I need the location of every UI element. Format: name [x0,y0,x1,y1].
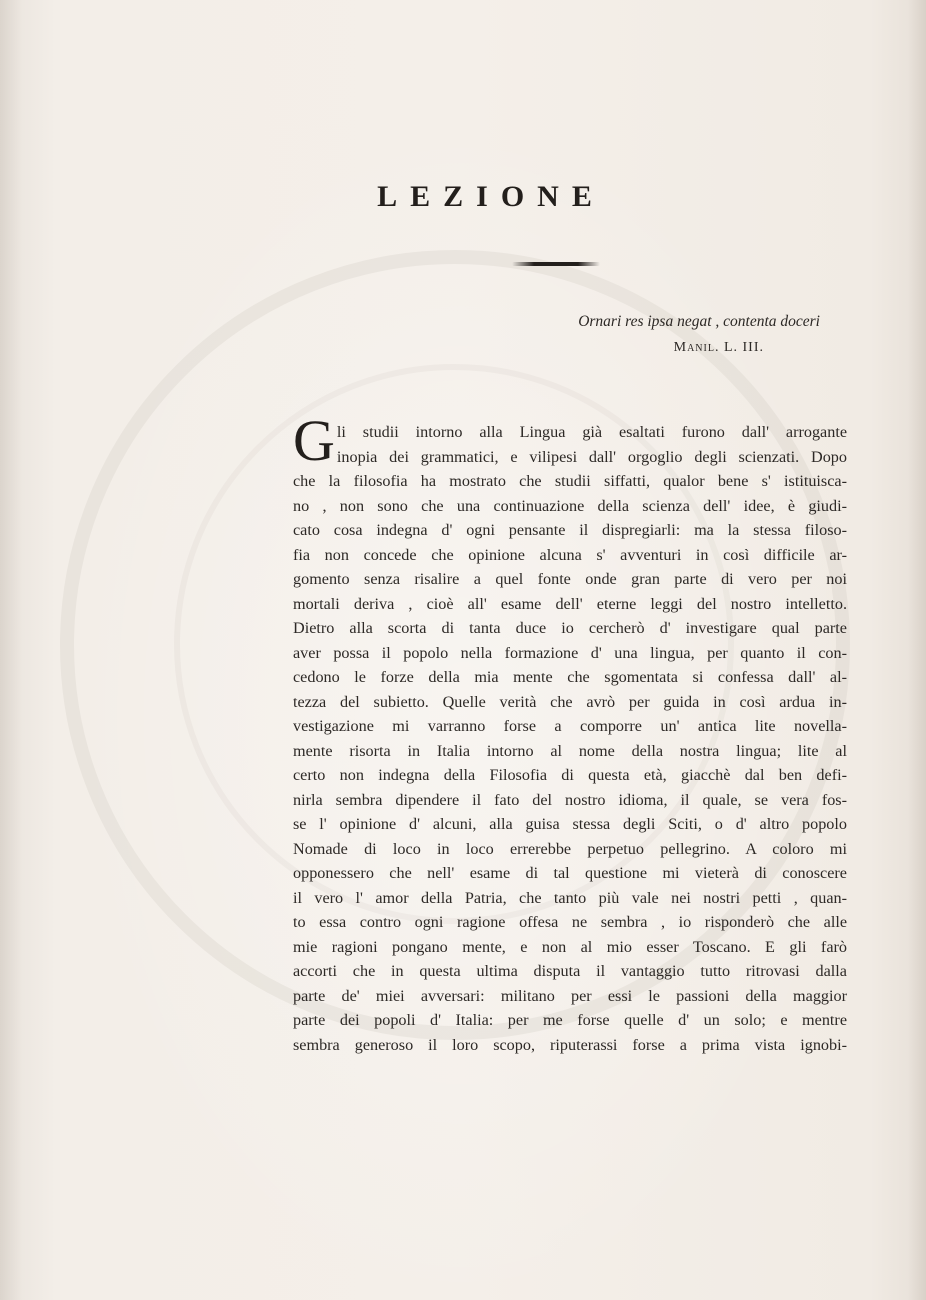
body-paragraph [293,408,847,1057]
text-line: mortali deriva , cioè all' esame dell' eterne leggi del nostro intelletto. [293,594,847,613]
epigraph-quote: Ornari res ipsa negat , contenta doceri [578,313,820,330]
text-line: cato cosa indegna d' ogni pensante il dispregiarli: ma la stessa filoso- [293,521,847,539]
text-line: cedono le forze della mia mente che sgomentata si confessa dall' al- [293,668,847,686]
text-line: Dietro alla scorta di tanta duce io cercherò d' investigare qual parte [293,619,847,637]
drop-cap-initial: G [293,408,335,473]
text-line: vestigazione mi varranno forse a comporre un' antica lite novella- [293,717,847,735]
text-line: sembra generoso il loro scopo, riputerassi forse a prima vista ignobi- [293,1035,847,1054]
text-line: Nomade di loco in loco errerebbe perpetuo pellegrino. A coloro mi [293,839,847,858]
text-line: il vero l' amor della Patria, che tanto più vale nei nostri petti , quan- [293,888,847,907]
epigraph-source: Manil. L. III. [673,340,764,355]
text-line: aver possa il popolo nella formazione d' una lingua, per quanto il con- [293,643,847,662]
text-line: inopia dei grammatici, e vilipesi dall' orgoglio degli scienzati. Dopo [336,447,847,466]
text-line: gomento senza risalire a quel fonte onde gran parte di vero per noi [293,570,847,588]
chapter-title: LEZIONE [377,180,605,213]
text-line: che la filosofia ha mostrato che studii siffatti, qualor bene s' istituisca- [293,472,847,490]
text-line: certo non indegna della Filosofia di questa età, giacchè dal ben defi- [293,766,847,784]
text-line: no , non sono che una continuazione della scienza dell' idee, è giudi- [293,496,847,515]
epigraph [480,310,820,362]
text-line: tezza del subietto. Quelle verità che avrò per guida in così ardua in- [293,692,847,711]
text-line: nirla sembra dipendere il fato del nostro idioma, il quale, se vera fos- [293,790,847,809]
paragraph-lines [293,408,847,1057]
text-line: accorti che in questa ultima disputa il vantaggio tutto ritrovasi dalla [293,962,847,980]
text-line: li studii intorno alla Lingua già esaltati furono dall' arrogante [336,423,847,441]
text-line: mente risorta in Italia intorno al nome della nostra lingua; lite al [293,741,847,760]
title-divider-rule [512,262,600,266]
text-line: parte de' miei avversari: militano per essi le passioni della maggior [293,986,847,1005]
text-line: mie ragioni pongano mente, e non al mio esser Toscano. E gli farò [293,937,847,956]
text-line: to essa contro ogni ragione offesa ne sembra , io risponderò che alle [293,913,847,931]
text-line: se l' opinione d' alcuni, alla guisa stessa degli Sciti, o d' altro popolo [293,815,847,833]
text-line: fia non concede che opinione alcuna s' avventuri in così difficile ar- [293,545,847,564]
text-line: opponessero che nell' esame di tal questione mi vieterà di conoscere [293,864,847,882]
text-line: parte dei popoli d' Italia: per me forse quelle d' un solo; e mentre [293,1011,847,1029]
